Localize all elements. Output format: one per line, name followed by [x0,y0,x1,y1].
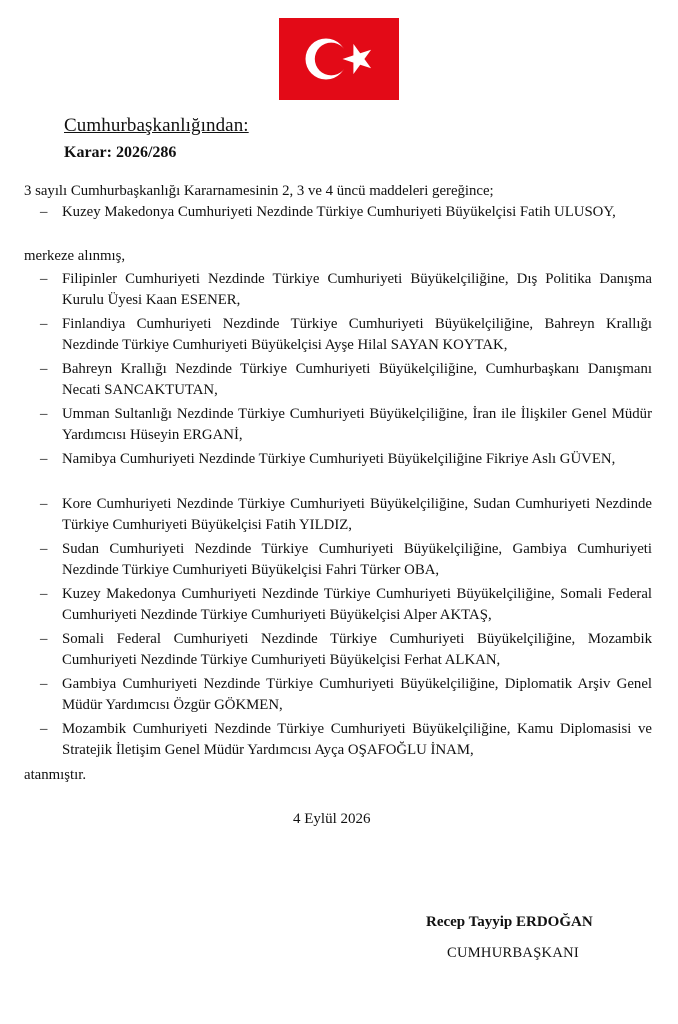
list-item-text: Finlandiya Cumhuriyeti Nezdinde Türkiye Cumhuriyeti Büyükelçiliğine, Bahreyn Krallığı Nezdinde Türkiye Cumhuriyeti Büyükelçisi Ayşe Hilal SAYAN KOYTAK, [62,316,652,353]
list-item-text: Kuzey Makedonya Cumhuriyeti Nezdinde Türkiye Cumhuriyeti Büyükelçisi Fatih ULUSOY, [62,204,616,220]
list-item [40,494,652,536]
list-dash: – [40,271,48,287]
signatory-title: CUMHURBAŞKANI [447,945,579,961]
list-item-text: Sudan Cumhuriyeti Nezdinde Türkiye Cumhuriyeti Büyükelçiliğine, Gambiya Cumhuriyeti Nezdinde Türkiye Cumhuriyeti Büyükelçisi Fahri Türker OBA, [62,541,652,578]
list-item [40,449,652,470]
list-item [40,269,652,311]
signatory-name: Recep Tayyip ERDOĞAN [426,914,593,930]
list-item [40,629,652,671]
list-dash: – [40,721,48,737]
list-item-text: Filipinler Cumhuriyeti Nezdinde Türkiye Cumhuriyeti Büyükelçiliğine, Dış Politika Danışma Kurulu Üyesi Kaan ESENER, [62,271,652,308]
list-item-text: Bahreyn Krallığı Nezdinde Türkiye Cumhuriyeti Büyükelçiliğine, Cumhurbaşkanı Danışmanı Necati SANCAKTUTAN, [62,361,652,398]
list-dash: – [40,361,48,377]
list-item [40,584,652,626]
intro-paragraph: 3 sayılı Cumhurbaşkanlığı Kararnamesinin 2, 3 ve 4 üncü maddeleri gereğince; [24,183,494,199]
transition-text: merkeze alınmış, [24,248,126,264]
list-dash: – [40,204,48,220]
decision-number: Karar: 2026/286 [64,144,177,161]
list-dash: – [40,316,48,332]
list-item [40,404,652,446]
list-item-removed [40,202,652,223]
issuer-heading: Cumhurbaşkanlığından: [64,115,249,136]
list-dash: – [40,631,48,647]
list-item-text: Namibya Cumhuriyeti Nezdinde Türkiye Cumhuriyeti Büyükelçiliğine Fikriye Aslı GÜVEN, [62,451,616,467]
list-item-text: Somali Federal Cumhuriyeti Nezdinde Türkiye Cumhuriyeti Büyükelçiliğine, Mozambik Cumhuriyeti Nezdinde Türkiye Cumhuriyeti Büyükelçisi Ferhat ALKAN, [62,631,652,668]
list-item-text: Kore Cumhuriyeti Nezdinde Türkiye Cumhuriyeti Büyükelçiliğine, Sudan Cumhuriyeti Nezdinde Türkiye Cumhuriyeti Büyükelçisi Fatih YILDIZ, [62,496,652,533]
list-item-text: Gambiya Cumhuriyeti Nezdinde Türkiye Cumhuriyeti Büyükelçiliğine, Diplomatik Arşiv Genel Müdür Yardımcısı Özgür GÖKMEN, [62,676,652,713]
list-item [40,359,652,401]
closing-text: atanmıştır. [24,767,87,783]
list-item [40,539,652,581]
list-item-text: Umman Sultanlığı Nezdinde Türkiye Cumhuriyeti Büyükelçiliğine, İran ile İlişkiler Genel Müdür Yardımcısı Hüseyin ERGANİ, [62,406,652,443]
document-date: 4 Eylül 2026 [293,811,371,827]
list-dash: – [40,451,48,467]
list-item [40,719,652,761]
list-dash: – [40,676,48,692]
list-item [40,674,652,716]
list-item [40,314,652,356]
list-dash: – [40,586,48,602]
list-item-text: Kuzey Makedonya Cumhuriyeti Nezdinde Türkiye Cumhuriyeti Büyükelçiliğine, Somali Federal Cumhuriyeti Nezdinde Türkiye Cumhuriyeti Büyükelçisi Alper AKTAŞ, [62,586,652,623]
list-dash: – [40,496,48,512]
list-dash: – [40,406,48,422]
turkish-flag-icon [279,18,399,100]
list-dash: – [40,541,48,557]
list-item-text: Mozambik Cumhuriyeti Nezdinde Türkiye Cumhuriyeti Büyükelçiliğine, Kamu Diplomasisi ve Stratejik İletişim Genel Müdür Yardımcısı Ayça OŞAFOĞLU İNAM, [62,721,652,758]
